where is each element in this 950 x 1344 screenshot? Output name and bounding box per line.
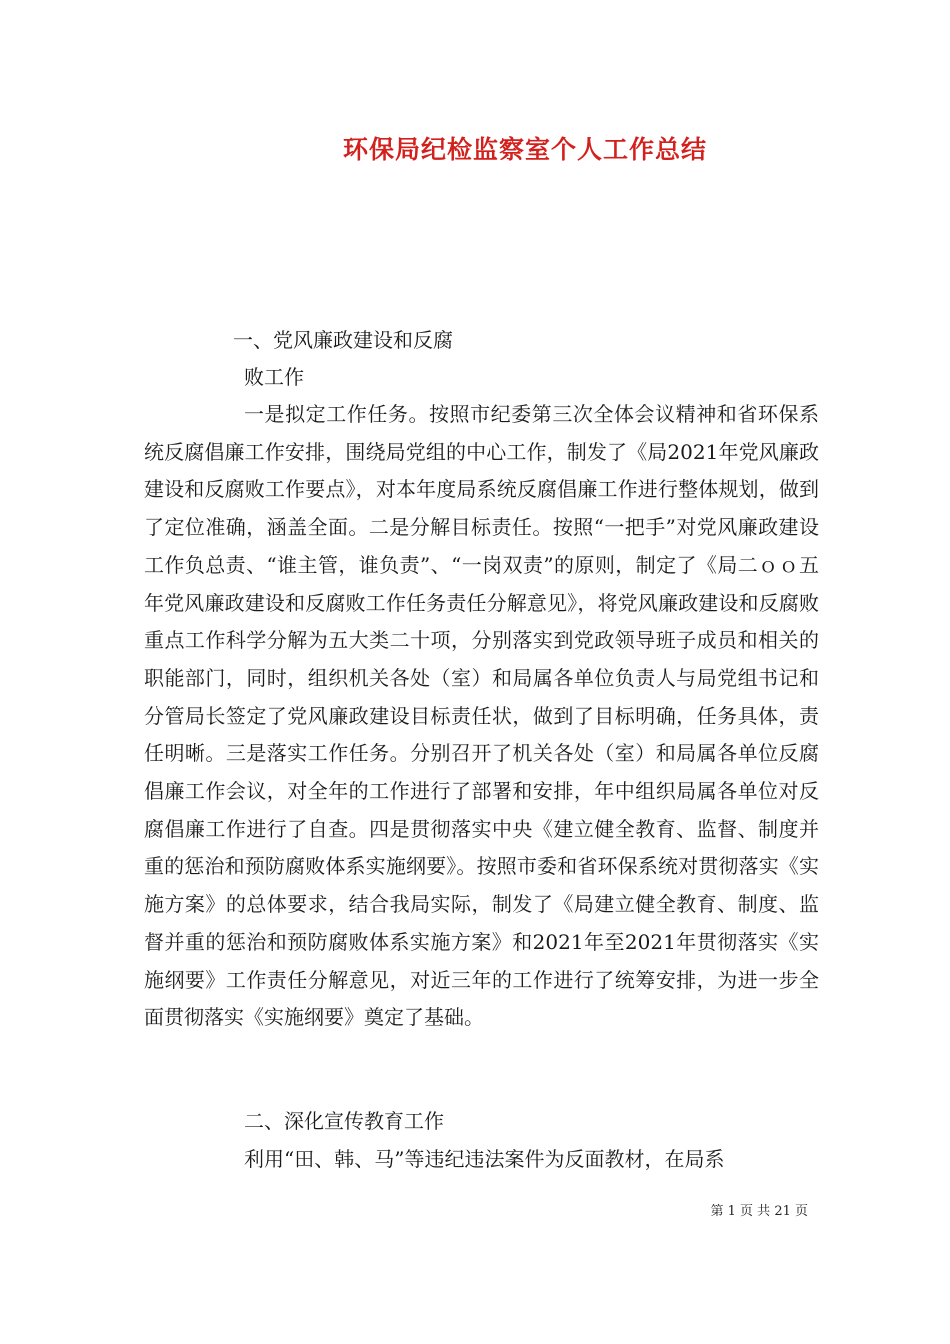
page-number-footer: 第 1 页 共 21 页 [710, 1204, 808, 1219]
section-2-body-start: 利用“田、韩、马”等违纪违法案件为反面教材，在局系 [244, 1147, 725, 1171]
section-1-heading-line-2: 败工作 [244, 365, 304, 389]
section-1-heading-line-1: 一、党风廉政建设和反腐 [233, 328, 453, 352]
document-title: 环保局纪检监察室个人工作总结 [342, 135, 707, 164]
section-1-body-paragraph: 一是拟定工作任务。按照市纪委第三次全体会议精神和省环保系统反腐倡廉工作安排，围绕局党组的中心工作，制发了《局2021年党风廉政建设和反腐败工作要点》，对本年度局系统反腐倡廉工作进行整体规划，做到了定位准确，涵盖全面。二是分解目标责任。按照“一把手”对党风廉政建设工作负总责、“谁主管，谁负责”、“一岗双责”的原则，制定了《局二ｏｏ五年党风廉政建设和反腐败工作任务责任分解意见》，将党风廉政建设和反腐败重点工作科学分解为五大类二十项，分别落实到党政领导班子成员和相关的职能部门，同时，组织机关各处（室）和局属各单位负责人与局党组书记和分管局长签定了党风廉政建设目标责任状，做到了目标明确，任务具体，责任明晰。三是落实工作任务。分别召开了机关各处（室）和局属各单位反腐倡廉工作会议，对全年的工作进行了部署和安排，年中组织局属各单位对反腐倡廉工作进行了自查。四是贯彻落实中央《建立健全教育、监督、制度并重的惩治和预防腐败体系实施纲要》。按照市委和省环保系统对贯彻落实《实施方案》的总体要求，结合我局实际，制发了《局建立健全教育、制度、监督并重的惩治和预防腐败体系实施方案》和2021年至2021年贯彻落实《实施纲要》工作责任分解意见，对近三年的工作进行了统筹安排，为进一步全面贯彻落实《实施纲要》奠定了基础。 [144, 402, 819, 1030]
section-2-heading: 二、深化宣传教育工作 [244, 1109, 444, 1133]
